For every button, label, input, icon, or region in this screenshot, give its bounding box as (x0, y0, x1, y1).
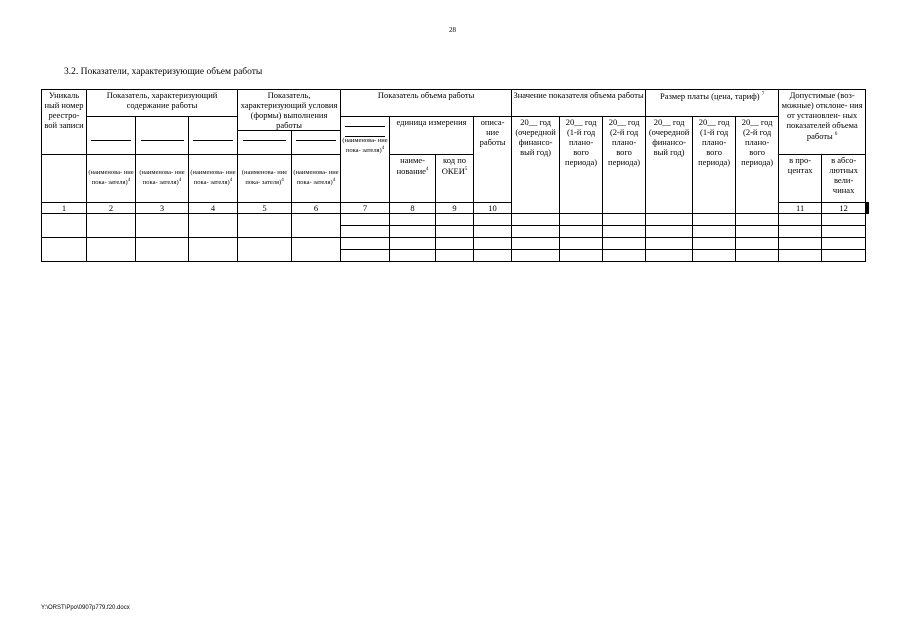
fee-size-label: Размер платы (цена, тариф) (659, 90, 760, 101)
content-name-1: (наименова- ние пока- зателя)$^4$ (87, 155, 136, 203)
table-row (42, 238, 869, 250)
header-deviations (779, 90, 866, 155)
col-num-11: 11 (779, 203, 822, 214)
header-volume-value: Значение показателя объема работы (512, 90, 646, 117)
col-num-2: 2 (87, 203, 136, 214)
header-fee-size (646, 90, 779, 117)
col-num-8: 8 (390, 203, 436, 214)
header-volume-indicator: Показатель объема работы (341, 90, 512, 117)
header-year-plan1: 20__ год (1-й год плано- вого периода) (560, 117, 603, 214)
col-num-1: 1 (42, 203, 87, 214)
name-line (345, 117, 385, 127)
indicator-name-caption: (наименова- ние пока- зателя)$^4$ (342, 137, 388, 155)
header-unit: единица измерения (390, 117, 474, 155)
col-num-3: 3 (136, 203, 189, 214)
condition-indicator-1 (238, 131, 292, 155)
deviations-sup: 6 (834, 132, 838, 137)
table-row (42, 214, 869, 226)
page-number: 28 (449, 26, 456, 34)
work-volume-table (41, 89, 869, 262)
content-indicator-2 (136, 131, 189, 155)
deviations-label: Допустимые (воз- можные) отклоне- ния от установлен- ных показателей объема работы (781, 90, 863, 141)
condition-name-2: (наименова- ние пока- зателя)$^4$ (292, 155, 341, 203)
fee-year-plan1: 20__ год (1-й год плано- вого периода) (693, 117, 736, 214)
volume-indicator-name (341, 117, 390, 203)
header-year-current: 20__ год (очередной финансо- вый год) (512, 117, 560, 214)
name-line (345, 127, 385, 137)
section-title: 3.2. Показатели, характеризующие объем работы (64, 67, 263, 77)
content-indicator-1 (87, 131, 136, 155)
header-unique-number: Уникаль ный номер реестро- вой записи (42, 90, 87, 155)
condition-name-1: (наименова- ние пока- зателя)$^4$ (238, 155, 292, 203)
col-num-4: 4 (189, 203, 238, 214)
header-year-plan2: 20__ год (2-й год плано- вого периода) (603, 117, 646, 214)
content-indicator-3 (189, 131, 238, 155)
unit-code: код по ОКЕИ$^5$ (436, 155, 474, 203)
col-num-5: 5 (238, 203, 292, 214)
fee-size-sup: 7 (761, 92, 765, 97)
header-condition-indicator: Показатель, характеризующий условия (формы) выполнения работы (238, 90, 341, 131)
col-num-12: 12 (822, 203, 866, 214)
header-description: описа- ние работы (474, 117, 512, 203)
header-absolute: в абсо- лютных вели- чинах (822, 155, 866, 203)
col-num-9: 9 (436, 203, 474, 214)
footer-file-path: Y:\ORST\Ppo\0907p779.f20.docx (41, 605, 130, 611)
content-name-3: (наименова- ние пока- зателя)$^4$ (189, 155, 238, 203)
header-percent: в про- центах (779, 155, 822, 203)
fee-year-current: 20__ год (очередной финансо- вый год) (646, 117, 693, 214)
col-num-18 (868, 203, 869, 214)
fee-year-plan2: 20__ год (2-й год плано- вого периода) (736, 117, 779, 214)
col-num-10: 10 (474, 203, 512, 214)
condition-indicator-2 (292, 131, 341, 155)
content-name-2: (наименова- ние пока- зателя)$^4$ (136, 155, 189, 203)
col-num-7: 7 (341, 203, 390, 214)
header-content-indicator: Показатель, характеризующий содержание работы (87, 90, 238, 117)
unit-name: наиме- нование$^4$ (390, 155, 436, 203)
col-num-6: 6 (292, 203, 341, 214)
